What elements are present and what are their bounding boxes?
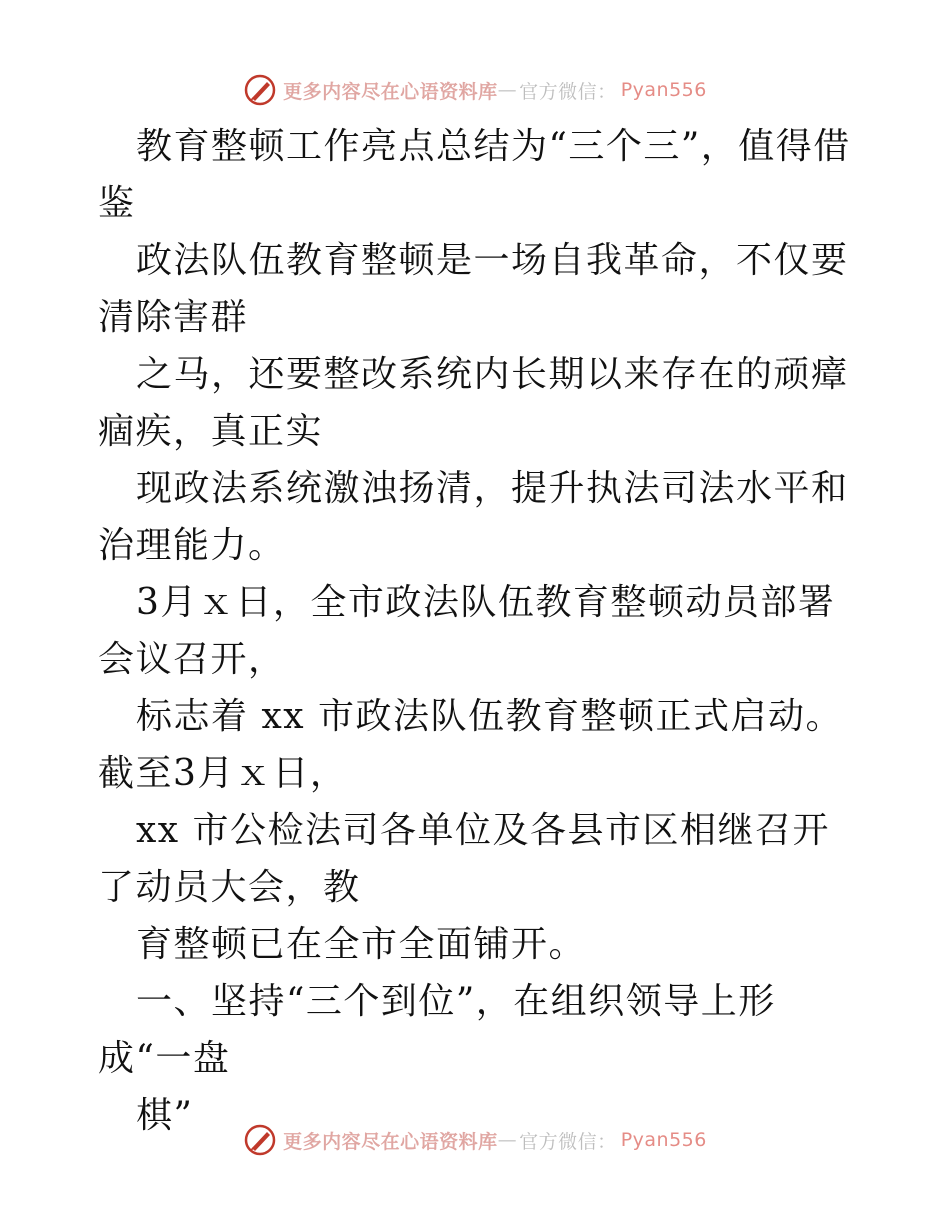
paragraph-7: xx 市公检法司各单位及各县市区相继召开了动员大会，教 <box>98 810 831 908</box>
watermark-id: Pyan556 <box>620 1129 707 1151</box>
section-heading: 一、坚持“三个到位”，在组织领导上形成“一盘 <box>98 981 776 1079</box>
paragraph-2: 政法队伍教育整顿是一场自我革命，不仅要清除害群 <box>98 240 849 338</box>
paragraph-5: 3月ｘ日，全市政法队伍教育整顿动员部署会议召开， <box>98 582 836 680</box>
watermark-text: 更多内容尽在心语资料库 <box>283 1130 498 1153</box>
paragraph-8: 育整顿已在全市全面铺开。 <box>136 924 587 965</box>
document-body <box>98 118 858 1144</box>
watermark-label: 官方微信： <box>519 80 617 103</box>
paragraph-3: 之马，还要整改系统内长期以来存在的顽瘴痼疾，真正实 <box>98 354 849 452</box>
paragraph-6: 标志着 xx 市政法队伍教育整顿正式启动。截至3月ｘ日， <box>98 696 843 794</box>
watermark-label: 官方微信： <box>519 1130 617 1153</box>
section-heading-cont: 棋” <box>136 1095 194 1136</box>
paragraph-1: 教育整顿工作亮点总结为“三个三”，值得借鉴 <box>98 126 851 224</box>
pen-logo-icon <box>243 73 277 107</box>
footer-watermark <box>0 1120 950 1160</box>
header-watermark <box>0 70 950 110</box>
paragraph-4: 现政法系统激浊扬清，提升执法司法水平和治理能力。 <box>98 468 849 566</box>
watermark-id: Pyan556 <box>620 79 707 101</box>
watermark-dash: — <box>497 1129 518 1151</box>
watermark-text: 更多内容尽在心语资料库 <box>283 80 498 103</box>
pen-logo-icon <box>243 1123 277 1157</box>
watermark-dash: — <box>497 79 518 101</box>
